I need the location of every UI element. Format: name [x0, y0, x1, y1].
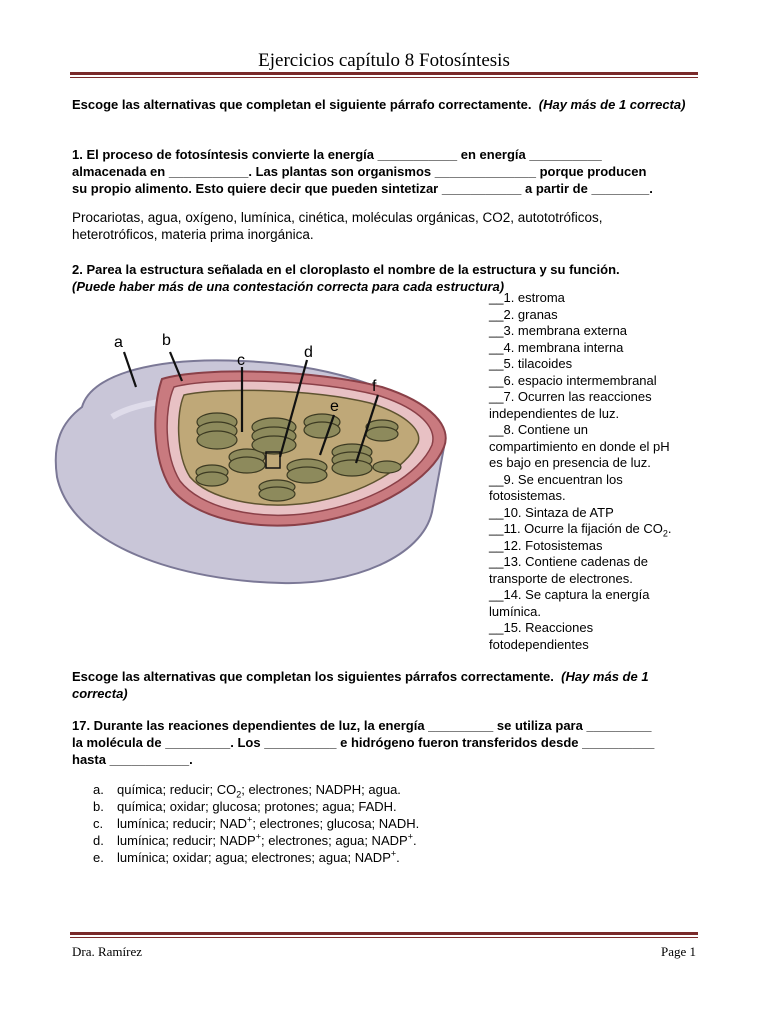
- option-c: c. lumínica; reducir; NAD+; electrones; glucosa; NADH.: [93, 814, 420, 831]
- label-a: a: [114, 334, 123, 351]
- item-line: __13. Contiene cadenas de: [489, 554, 649, 569]
- footer-rule-thin: [70, 937, 698, 938]
- option-d: d. lumínica; reducir; NADP+; electrones; agua; NADP+.: [93, 831, 417, 848]
- option-b: b. química; oxidar; glucosa; protones; agua; FADH.: [93, 799, 397, 814]
- item-line: __2. granas: [489, 306, 558, 322]
- word-bank: Procariotas, agua, oxígeno, lumínica, cinética, moléculas orgánicas, CO2, autototróficos, heterotróficos, materia prima inorgánica.: [72, 210, 603, 242]
- item-line: transporte de electrones.: [489, 570, 633, 586]
- question-2: 2. Parea la estructura señalada en el cloroplasto el nombre de la estructura y su función. (Puede haber más de una contestación correcta para cada estructura): [72, 262, 620, 294]
- label-e: e: [330, 398, 339, 415]
- item-line: __15. Reacciones: [489, 620, 594, 635]
- item-line: fotodependientes: [489, 636, 589, 652]
- label-b: b: [162, 332, 171, 349]
- page-title: Ejercicios capítulo 8 Fotosíntesis: [258, 50, 510, 71]
- page-number: Page 1: [660, 944, 696, 959]
- item-line: __4. membrana interna: [489, 339, 624, 355]
- item-line: lumínica.: [489, 603, 542, 619]
- item-line: __1. estroma: [489, 290, 565, 305]
- matching-items: [489, 290, 699, 653]
- footer-author: Dra. Ramírez: [72, 944, 143, 959]
- item-line: __9. Se encuentran los: [489, 471, 623, 487]
- label-f: f: [372, 378, 377, 395]
- item-line: __11. Ocurre la fijación de $CO_2$.: [489, 521, 672, 539]
- question-17: 17. Durante las reaciones dependientes de luz, la energía _________ se utiliza para _________ la molécula de _________. Los __________ e hidrógeno fueron transferidos desde __________ hasta ___________.: [72, 718, 655, 767]
- item-line: compartimiento en donde el pH: [489, 438, 670, 454]
- item-line: fotosistemas.: [489, 488, 566, 503]
- section1-instruction: Escoge las alternativas que completan el siguiente párrafo correctamente. (Hay más de 1 correcta): [72, 97, 686, 112]
- item-line: __8. Contiene un: [489, 422, 589, 437]
- item-line: __10. Sintaza de ATP: [489, 504, 614, 520]
- chloroplast-diagram: [52, 327, 482, 597]
- section3-instruction: Escoge las alternativas que completan los siguientes párrafos correctamente. (Hay más de 1 correcta): [72, 669, 649, 701]
- item-line: __14. Se captura la energía: [489, 587, 650, 602]
- label-d: d: [304, 344, 313, 361]
- option-e: e. lumínica; oxidar; agua; electrones; agua; NADP+.: [93, 848, 400, 865]
- item-line: __12. Fotosistemas: [489, 537, 603, 553]
- item-line: es bajo en presencia de luz.: [489, 455, 651, 470]
- footer-rule: [70, 932, 698, 935]
- item-line: __5. tilacoides: [489, 356, 573, 371]
- header-rule: [70, 72, 698, 75]
- item-line: __3. membrana externa: [489, 323, 628, 338]
- item-line: __6. espacio intermembranal: [489, 372, 657, 388]
- header-rule-thin: [70, 77, 698, 78]
- label-c: c: [237, 352, 245, 369]
- item-line: independientes de luz.: [489, 405, 620, 421]
- question-1: 1. El proceso de fotosíntesis convierte la energía ___________ en energía __________ almacenada en ___________. Las plantas son organismos ______________ porque producen su propio alimento. Esto quiere decir que pueden sintetizar ___________ a partir de ________.: [72, 147, 653, 196]
- option-a: a. química; reducir; $CO_2$; electrones; NADPH; agua.: [93, 782, 401, 800]
- answer-options: [93, 781, 653, 866]
- item-line: __7. Ocurren las reacciones: [489, 389, 652, 404]
